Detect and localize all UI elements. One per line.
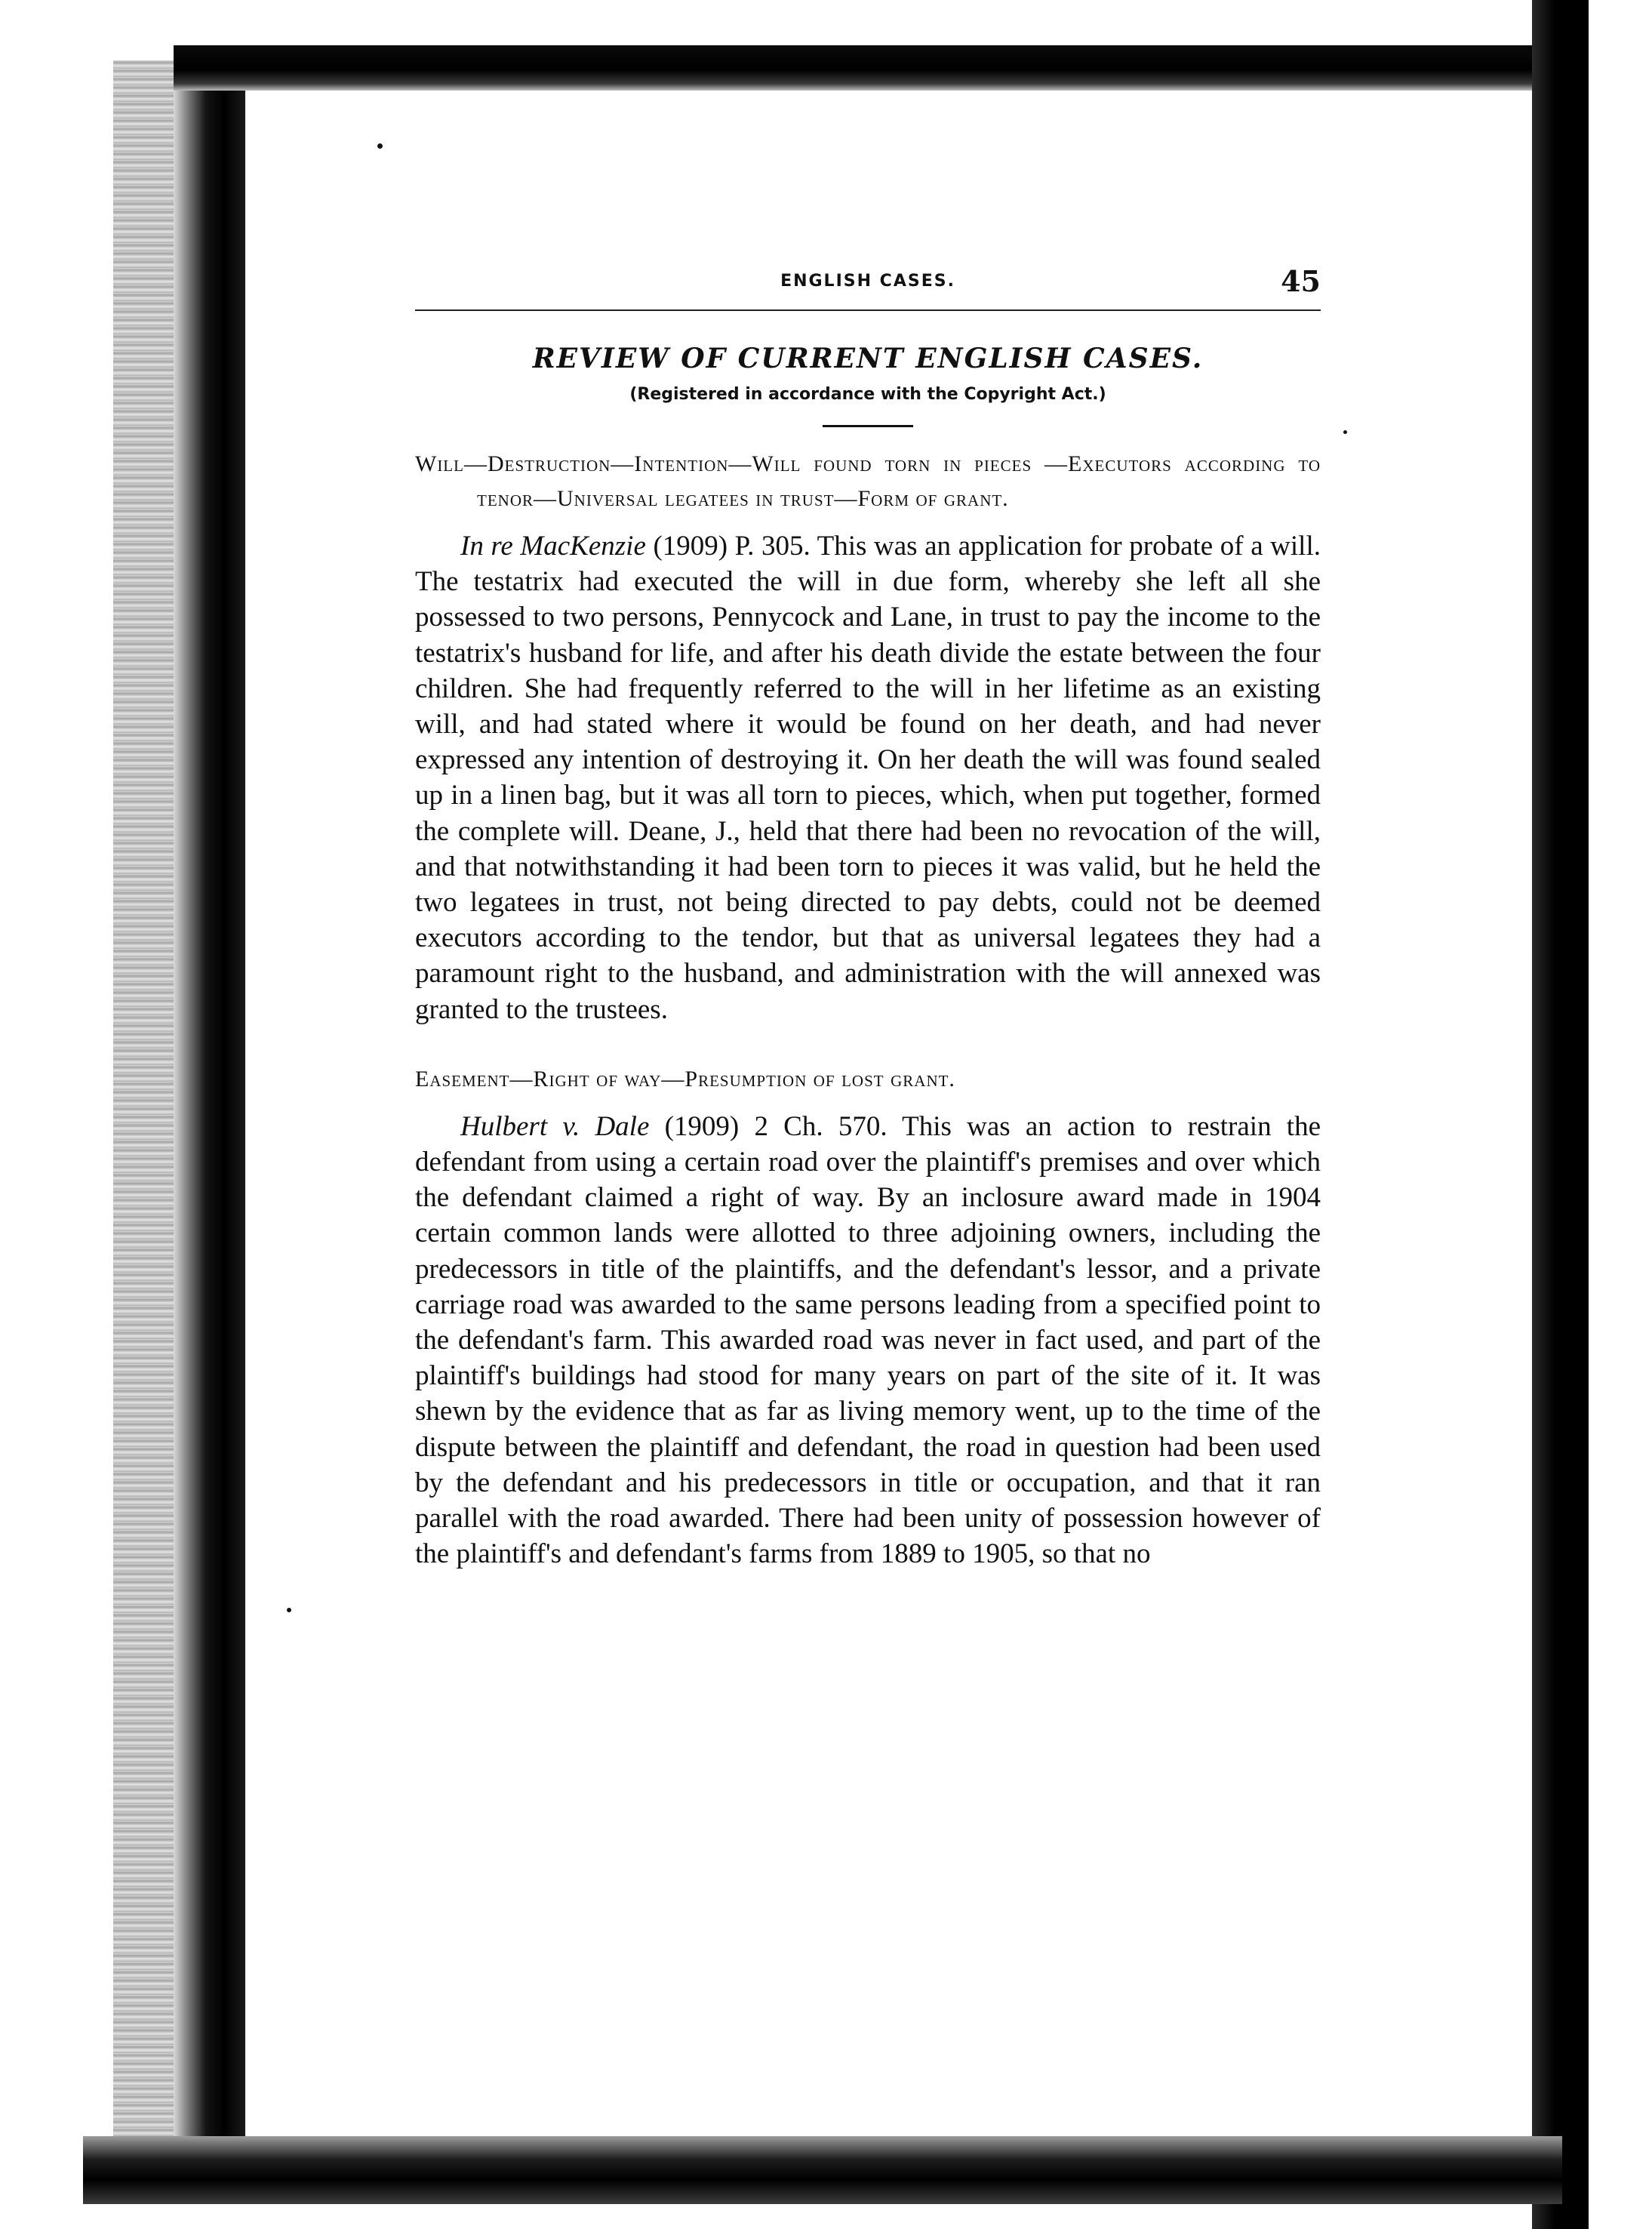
book-right-edge	[1532, 0, 1589, 2229]
divider-rule	[823, 425, 913, 427]
case-report	[415, 528, 1321, 1027]
copyright-notice: (Registered in accordance with the Copyright Act.)	[629, 385, 1106, 404]
page-content	[415, 264, 1321, 1572]
book-top-edge	[174, 45, 1577, 91]
case-report	[415, 1109, 1321, 1572]
dust-speck	[287, 1608, 291, 1612]
running-title: ENGLISH CASES.	[780, 272, 955, 291]
running-head	[415, 264, 1321, 311]
case-name: Hulbert v. Dale	[460, 1110, 650, 1142]
dust-speck	[377, 143, 383, 149]
book-spine-shadow	[174, 45, 245, 2189]
section-title: REVIEW OF CURRENT ENGLISH CASES.	[532, 343, 1204, 374]
page-sheet	[245, 91, 1532, 2136]
case-text: (1909) P. 305. This was an application for probate of a will. The testatrix had executed the will in due form, whereby she left all she possessed to two persons, Pennycock and Lane, in trust to pay the income to the testatrix's husband for life, and after his death divide the estate between the four children. She had frequently referred to the will in her lifetime as an existing will, and had stated where it would be found on her death, and had never expressed any intention of destroying it. On her death the will was found sealed up in a linen bag, but it was all torn to pieces, which, when put together, formed the complete will. Deane, J., held that there had been no revocation of the will, and that notwithstanding it had been torn to pieces it was valid, but he held the two legatees in trust, not being directed to pay debts, could not be deemed executors according to the tendor, but that as universal legatees they had a paramount right to the husband, and administration with the will annexed was granted to the trustees.	[415, 531, 1321, 1025]
book-edge-outer	[113, 60, 181, 2174]
case-headnote: Easement—Right of way—Presumption of lost grant.	[415, 1066, 955, 1091]
book-bottom-edge	[83, 2136, 1562, 2204]
case-name: In re MacKenzie	[460, 531, 646, 562]
dust-speck	[1343, 430, 1347, 434]
case-headnote: Will—Destruction—Intention—Will found torn in pieces —Executors according to tenor—Universal legatees in trust—Form of grant.	[415, 451, 1321, 511]
case-text: (1909) 2 Ch. 570. This was an action to restrain the defendant from using a certain road over the plaintiff's premises and over which the defendant claimed a right of way. By an inclosure award made in 1904 certain common lands were allotted to three adjoining owners, including the predecessors in title of the plaintiffs, and the defendant's lessor, and a private carriage road was awarded to the same persons leading from a specified point to the defendant's farm. This awarded road was never in fact used, and part of the plaintiff's buildings had stood for many years on part of the site of it. It was shewn by the evidence that as far as living memory went, up to the time of the dispute between the plaintiff and defendant, the road in question had been used by the defendant and his predecessors in title or occupation, and that it ran parallel with the road awarded. There had been unity of possession however of the plaintiff's and defendant's farms from 1889 to 1905, so that no	[415, 1110, 1321, 1570]
page-number: 45	[1281, 264, 1321, 298]
